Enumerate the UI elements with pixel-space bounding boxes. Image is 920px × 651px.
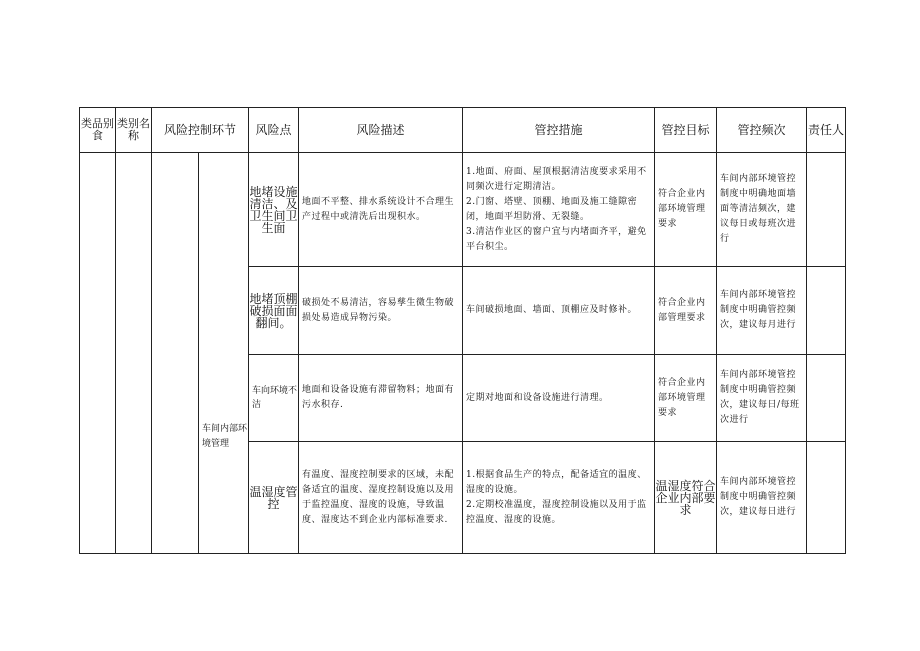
risk-point: 温湿度管控 [249, 442, 299, 554]
header-row [80, 108, 846, 153]
control-step-cell [152, 153, 199, 554]
measure-item: 1.地面、府面、屋顶根据清洁度要求采用不同频次进行定期清洁。 [466, 166, 647, 192]
responsible-cell [807, 442, 846, 554]
risk-description: 有温度、湿度控制要求的区域，未配备适宜的温度、湿度控制设施以及用于监控温度、湿度的设施，导致温度、湿度达不到企业内部标准要求. [299, 442, 463, 554]
section-label [199, 153, 249, 554]
control-frequency: 车间内部环境管控制度中明确地面墙面等清洁频次，建议每日或每班次进行 [717, 153, 807, 267]
risk-description: 地面和设备设施有滞留物料；地面有污水积存. [299, 355, 463, 442]
risk-description: 破损处不易清洁，容易孳生微生物破损处易造成异物污染。 [299, 267, 463, 355]
header-control-frequency: 管控频次 [717, 108, 807, 153]
measure-item: 2.门窗、塔壁、顶棚、地面及施工缝隙密闭，地面平坦防滑、无裂缝。 [466, 196, 638, 222]
header-control-step: 风险控制环节 [152, 108, 249, 153]
control-measures [463, 267, 655, 355]
control-frequency: 车间内部环境管控制度中明确管控频次，建议每月进行 [717, 267, 807, 355]
control-goal: 温湿度符合企业内部要求 [655, 442, 717, 554]
measure-item: 3.清洁作业区的窗户宜与内堵面齐平，避免平台积尘。 [466, 226, 647, 252]
section-label-text: 车间内部环境管理 [202, 424, 248, 449]
control-measures [463, 355, 655, 442]
responsible-cell [807, 267, 846, 355]
measure-item: 车间破损地面、墙面、顶棚应及时修补。 [466, 305, 638, 315]
risk-point: 地堵顶棚破损面面翻间。 [249, 267, 299, 355]
risk-point: 车向环境不洁 [249, 355, 299, 442]
category-cell [80, 153, 116, 554]
risk-description: 地面不平整、排水系统设计不合理生产过程中或清洗后出现积水。 [299, 153, 463, 267]
control-goal: 符合企业内部管理要求 [655, 267, 717, 355]
header-responsible: 责任人 [807, 108, 846, 153]
control-measures [463, 442, 655, 554]
header-risk-point: 风险点 [249, 108, 299, 153]
header-category: 类品别食 [80, 108, 116, 153]
header-risk-description: 风险描述 [299, 108, 463, 153]
responsible-cell [807, 355, 846, 442]
measure-item: 1.根据食品生产的特点，配备适宜的温度、湿度的设施。 [466, 469, 647, 495]
control-goal: 符合企业内部环境管理要求 [655, 153, 717, 267]
header-control-goal: 管控目标 [655, 108, 717, 153]
header-category-name: 类别名称 [116, 108, 152, 153]
control-frequency: 车间内部环境管控制度中明确管控频次，建议每日进行 [717, 442, 807, 554]
risk-control-table [79, 107, 846, 554]
responsible-cell [807, 153, 846, 267]
table-row [80, 153, 846, 267]
control-measures [463, 153, 655, 267]
header-control-measures: 管控措施 [463, 108, 655, 153]
measure-item: 2.定期校准温度，湿度控制设施以及用于监控温度、湿度的设施。 [466, 499, 647, 525]
risk-point: 地堵设施清洁、及卫生间卫生面 [249, 153, 299, 267]
category-name-cell [116, 153, 152, 554]
measure-item: 定期对地面和设备设施进行清理。 [466, 392, 609, 403]
control-frequency: 车间内部环境管控制度中明确管控频次，建议每日/每班次进行 [717, 355, 807, 442]
control-goal: 符合企业内部环境管理要求 [655, 355, 717, 442]
